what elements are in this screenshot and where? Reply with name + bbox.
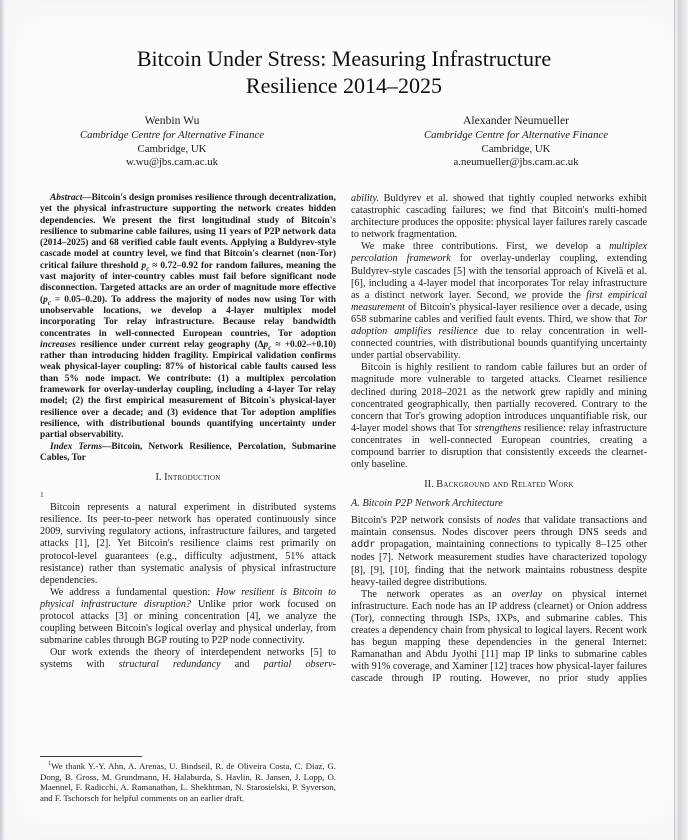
footnote-text: $^1$We thank Y.-Y. Ahn, A. Arenas, U. Bindseil, R. de Oliveira Costa, C. Diaz, G. Dong, B. Gross, M. Grundmann, H. Halaburda, S. Havlin, R. Jansen, J. Lopp, O. Maennel, F. Radicchi, A. Ramanathan, L. Shekhtman, N. Starosielski, P. Syverson, and F. Tschorsch for helpful comments on an earlier draft.	[40, 760, 336, 803]
contributions-paragraph: We make three contributions. First, we develop a multiplex percolation framework for overlay-underlay coupling, extending Buldyrev-style cascades [5] with the tensorial approach of Kivelä et al. [6], including a 4-layer model that incorporates Tor relay infrastructure as a distinct network layer. Second, we provide the first empirical measurement of Bitcoin's physical-layer resilience over a decade, using 658 submarine cables and verified fault events. Third, we show that Tor adoption amplifies resilience due to relay concentration in well-connected countries, with distributional bounds quantifying uncertainty under partial observability.	[351, 241, 648, 362]
footnote	[40, 756, 336, 803]
author-block-1	[0, 114, 344, 170]
subsection-label: A.	[351, 498, 360, 510]
footnote-marker: 1	[40, 490, 44, 500]
paper-title-line1: Bitcoin Under Stress: Measuring Infrastructure	[136, 46, 552, 71]
footnote-rule	[40, 756, 142, 757]
section-heading-introduction	[40, 472, 336, 484]
author-email: w.wu@jbs.cam.ac.uk	[126, 156, 218, 169]
author-city: Cambridge, UK	[481, 142, 551, 155]
abstract: Abstract—Bitcoin's design promises resilience through decentralization, yet the physical infrastructure supporting the network creates hidden dependencies. We present the first longitudinal study of Bitcoin's resilience to submarine cable failures, using 11 years of P2P network data (2014–2025) and 68 verified cable fault events. Applying a Buldyrev-style cascade model at country level, we find that Bitcoin's clearnet (non-Tor) critical failure threshold $p_c \approx 0.72-0.92$ for random failures, meaning the vast majority of inter-country cables must fail before significant node disconnection. Targeted attacks are an order of magnitude more effective $(p_c = 0.05-0.20)$. To address the majority of nodes now using Tor with unobservable locations, we develop a 4-layer multiplex model incorporating Tor relay infrastructure. Because relay bandwidth concentrates in well-connected European countries, Tor adoption increases resilience under current relay geography $(\Delta p_c \approx +0.02-+0.10)$ rather than introducing hidden fragility. Empirical validation confirms weak physical-layer coupling: 87% of historical cable faults caused less than 5% node impact. We contribute: (1) a multiplex percolation framework for overlay-underlay coupling, including a 4-layer Tor relay model; (2) the first empirical measurement of Bitcoin's physical-layer resilience over a decade; and (3) evidence that Tor adoption amplifies resilience, with distributional bounds quantifying uncertainty under partial observability.	[40, 193, 337, 441]
author-email: a.neumueller@jbs.cam.ac.uk	[453, 156, 579, 169]
author-name: Alexander Neumueller	[463, 114, 569, 127]
overlay-paragraph: The network operates as an overlay on physical internet infrastructure. Each node has an IP address (clearnet) or Onion address (Tor), connecting through ISPs, IXPs, and submarine cables. This creates a dependency chain from physical to logical layers. Recent work has begun mapping these dependencies in the general Internet: Ramanathan and Abdu Jyothi [11] map IP links to submarine cables with 91% coverage, and Xaminer [12] traces how physical-layer failures cascade through IP routing. However, no prior study applies	[351, 588, 647, 685]
author-row	[0, 114, 688, 170]
author-name: Wenbin Wu	[144, 114, 200, 127]
left-column	[40, 193, 336, 807]
p2p-paragraph: Bitcoin's P2P network consists of nodes that validate transactions and maintain consensus. Nodes discover peers through DNS seeds and addr propagation, maintaining connections to typically 8–125 other nodes [7]. Network measurement studies have characterized topology [8], [9], [10], finding that the network maintains robustness despite heavy-tailed degree distributions.	[351, 515, 648, 588]
subsection-heading-architecture	[351, 498, 647, 510]
subsection-title: Bitcoin P2P Network Architecture	[362, 498, 503, 510]
author-affiliation: Cambridge Centre for Alternative Finance	[79, 128, 265, 141]
section-title: Background and Related Work	[436, 479, 574, 491]
section-title: Introduction	[164, 472, 221, 484]
author-city: Cambridge, UK	[137, 142, 207, 155]
author-affiliation: Cambridge Centre for Alternative Finance	[423, 128, 609, 141]
intro-paragraph-2: We address a fundamental question: How resilient is Bitcoin to physical infrastructure disruption? Unlike prior work focused on protocol attacks [3] or mining concentration [4], we analyze the coupling between Bitcoin's logical overlay and physical underlay, from submarine cables through BGP routing to P2P node connectivity.	[40, 586, 336, 647]
section-number: II.	[424, 479, 434, 491]
paper-title-line2: Resilience 2014–2025	[245, 72, 443, 98]
author-block-2	[344, 114, 688, 170]
right-column	[351, 193, 647, 807]
paper-title	[0, 46, 688, 99]
section-heading-background	[351, 479, 647, 491]
intro-paragraph-1: Bitcoin represents a natural experiment in distributed systems resilience. Its peer-to-peer network has operated continuously since 2009, surviving regulatory actions, infrastructure failures, and targeted attacks [1], [2]. Yet Bitcoin's resilience claims rest primarily on protocol-level guarantees (e.g., difficulty adjustment, 51% attack resistance) rather than systematic analysis of physical infrastructure dependencies.	[40, 502, 336, 586]
index-terms: Index Terms—Bitcoin, Network Resilience, Percolation, Submarine Cables, Tor	[40, 441, 337, 463]
intro-paragraph-3: Our work extends the theory of interdependent networks [5] to systems with structural redundancy and partial observ-	[40, 647, 336, 671]
continuation-paragraph: ability. Buldyrev et al. showed that tightly coupled networks exhibit catastrophic cascading failures; we find that Bitcoin's multi-homed architecture produces the opposite: physical layer failures rarely cascade to network fragmentation.	[351, 193, 647, 241]
findings-paragraph: Bitcoin is highly resilient to random cable failures but an order of magnitude more vulnerable to targeted attacks. Clearnet resilience declined during 2018–2021 as the network grew rapidly and mining concentrated geographically, then partially recovered. Contrary to the concern that Tor's growing adoption introduces unquantifiable risk, our 4-layer model shows that Tor strengthens resilience: relay infrastructure concentrates in well-connected European countries, creating a compound barrier to disruption that consistently exceeds the clearnet-only baseline.	[351, 362, 647, 471]
section-number: I.	[155, 472, 162, 484]
